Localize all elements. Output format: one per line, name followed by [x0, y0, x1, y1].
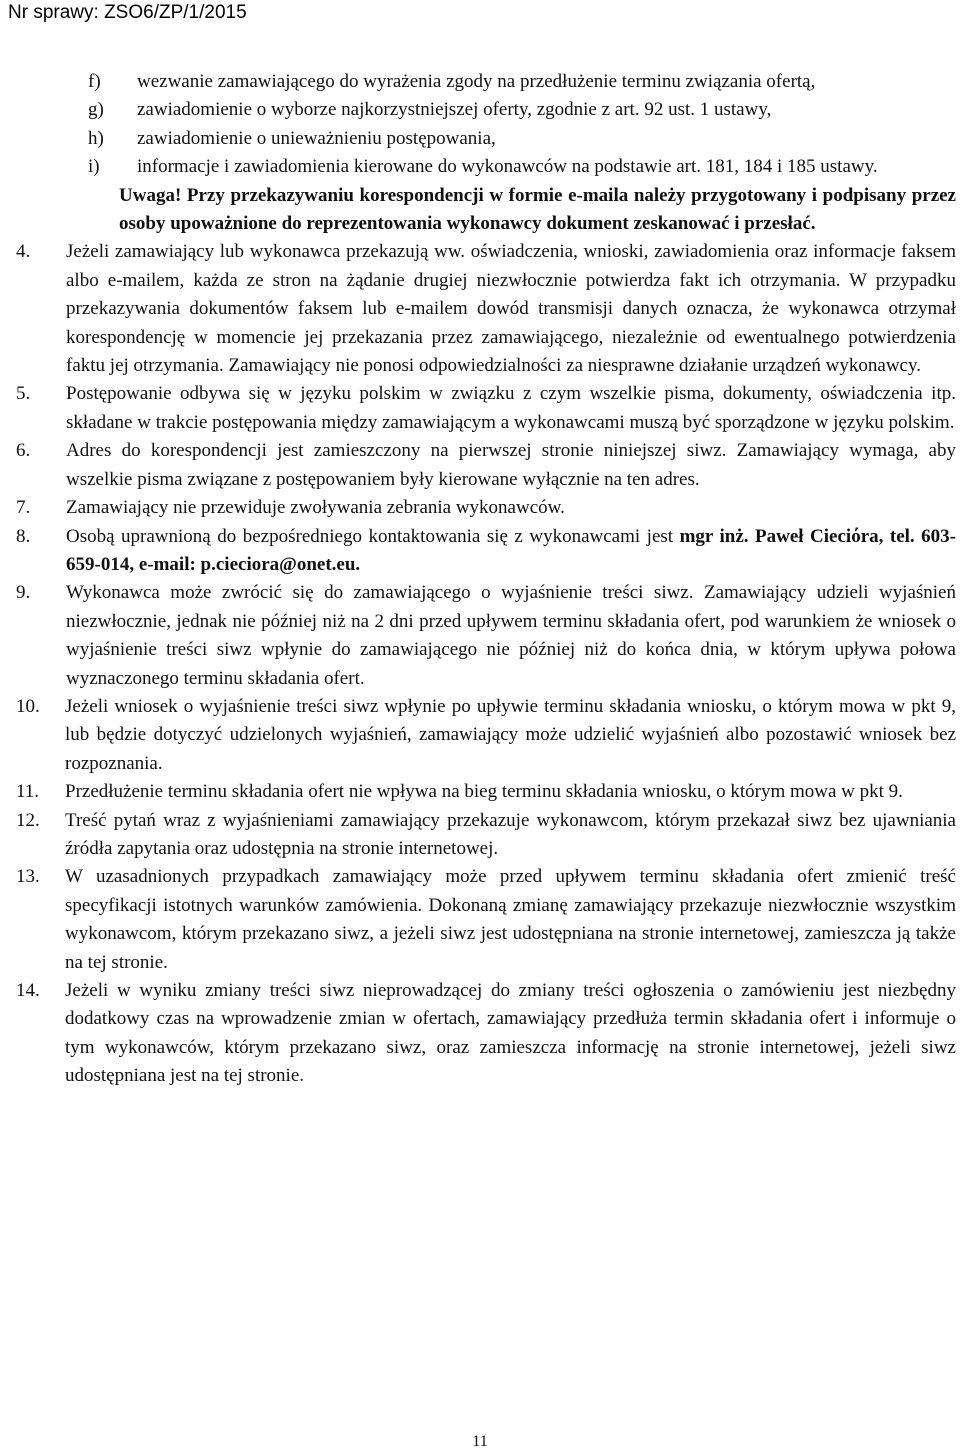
point-text: Jeżeli zamawiający lub wykonawca przekazują ww. oświadczenia, wnioski, zawiadomienia oraz informacje faksem albo e-mailem, każda ze stron na żądanie drugiej niezwłocznie potwierdza fakt ich otrzymania. W przypadku przekazywania dokumentów faksem lub e-mailem dowód transmisji danych oznacza, że wykonawca otrzymał korespondencję w momencie jej przekazania przez zamawiającego, niezależnie od ewentualnego potwierdzenia faktu jej otrzymania. Zamawiający nie ponosi odpowiedzialności za niesprawne działanie urządzeń wykonawcy.	[66, 241, 956, 377]
list-item-label: g)	[88, 99, 104, 121]
point-text: W uzasadnionych przypadkach zamawiający może przed upływem terminu składania ofert zmienić treść specyfikacji istotnych warunków zamówienia. Dokonaną zmianę zamawiający przekazuje niezwłocznie wszystkim wykonawcom, którym przekazano siwz, a jeżeli siwz jest udostępniana na stronie internetowej, zamieszcza ją także na tej stronie.	[65, 866, 956, 973]
point-text: Osobą uprawnioną do bezpośredniego kontaktowania się z wykonawcami jest	[66, 525, 674, 547]
numbered-point	[16, 693, 956, 778]
list-item-text: zawiadomienie o unieważnieniu postępowania,	[137, 127, 496, 149]
contact-person: mgr inż. Paweł Cieciόra, tel. 603-659-014, e-mail: p.cieciora@onet.eu.	[66, 525, 956, 575]
numbered-point	[16, 523, 956, 580]
numbered-point	[16, 380, 956, 437]
point-text: Wykonawca może zwrócić się do zamawiającego o wyjaśnienie treści siwz. Zamawiający udzieli wyjaśnień niezwłocznie, jednak nie później niż na 2 dni przed upływem terminu składania ofert, pod warunkiem że wniosek o wyjaśnienie treści siwz wpłynie do zamawiającego nie później niż do końca dnia, w którym upływa połowa wyznaczonego terminu składania ofert.	[66, 582, 956, 689]
numbered-point	[16, 863, 956, 977]
point-number: 12.	[16, 809, 40, 831]
point-number: 9.	[16, 582, 31, 604]
list-item	[88, 96, 956, 124]
point-text: Przedłużenie terminu składania ofert nie wpływa na bieg terminu składania wniosku, o którym mowa w pkt 9.	[65, 781, 903, 803]
numbered-point	[16, 807, 956, 864]
list-item-label: h)	[88, 127, 104, 149]
point-text: Postępowanie odbywa się w języku polskim w związku z czym wszelkie pisma, dokumenty, oświadczenia itp. składane w trakcie postępowania między zamawiającym a wykonawcami muszą być sporządzone w języku polskim.	[66, 383, 956, 433]
numbered-point	[16, 437, 956, 494]
document-body	[16, 68, 956, 1091]
point-text: Adres do korespondencji jest zamieszczony na pierwszej stronie niniejszej siwz. Zamawiający wymaga, aby wszelkie pisma związane z postępowaniem były kierowane wyłącznie na ten adres.	[66, 440, 956, 490]
list-item	[88, 68, 956, 96]
point-text: Jeżeli w wyniku zmiany treści siwz nieprowadzącej do zmiany treści ogłoszenia o zamówieniu jest niezbędny dodatkowy czas na wprowadzenie zmian w ofertach, zamawiający przedłuża termin składania ofert i informuje o tym wykonawców, którym przekazano siwz, oraz zamieszcza informację na stronie internetowej, jeżeli siwz udostępniana jest na tej stronie.	[65, 980, 956, 1087]
warning-note: Uwaga! Przy przekazywaniu korespondencji w formie e-maila należy przygotowany i podpisany przez osoby upoważnione do reprezentowania wykonawcy dokument zeskanować i przesłać.	[119, 184, 956, 235]
list-item-text: wezwanie zamawiającego do wyrażenia zgody na przedłużenie terminu związania ofertą,	[137, 71, 816, 92]
point-number: 14.	[16, 980, 40, 1001]
numbered-point	[16, 977, 956, 1091]
point-number: 10.	[16, 695, 40, 717]
case-number-header: Nr sprawy: ZSO6/ZP/1/2015	[8, 2, 247, 23]
list-item-text: informacje i zawiadomienia kierowane do wykonawców na podstawie art. 181, 184 i 185 ustawy.	[137, 156, 878, 178]
page-number: 11	[472, 1433, 488, 1450]
point-number: 13.	[16, 866, 40, 888]
point-number: 8.	[16, 525, 31, 547]
numbered-point	[16, 494, 956, 522]
point-text: Treść pytań wraz z wyjaśnieniami zamawiający przekazuje wykonawcom, którym przekazał siwz bez ujawniania źródła zapytania oraz udostępnia na stronie internetowej.	[65, 809, 956, 859]
point-number: 6.	[16, 440, 31, 462]
point-number: 11.	[16, 781, 40, 803]
point-text: Zamawiający nie przewiduje zwoływania zebrania wykonawców.	[66, 497, 565, 519]
numbered-point	[16, 238, 956, 380]
point-number: 5.	[16, 383, 31, 405]
list-item-label: i)	[88, 156, 100, 178]
numbered-point	[16, 579, 956, 693]
point-number: 4.	[16, 241, 31, 263]
list-item	[88, 153, 956, 181]
list-item	[88, 125, 956, 153]
point-text: Jeżeli wniosek o wyjaśnienie treści siwz wpłynie po upływie terminu składania wniosku, o którym mowa w pkt 9, lub będzie dotyczyć udzielonych wyjaśnień, zamawiający może udzielić wyjaśnień albo pozostawić wniosek bez rozpoznania.	[65, 695, 956, 774]
list-item-label: f)	[88, 71, 101, 92]
numbered-point	[16, 778, 956, 806]
list-item-text: zawiadomienie o wyborze najkorzystniejszej oferty, zgodnie z art. 92 ust. 1 ustawy,	[137, 99, 772, 121]
point-number: 7.	[16, 497, 31, 519]
